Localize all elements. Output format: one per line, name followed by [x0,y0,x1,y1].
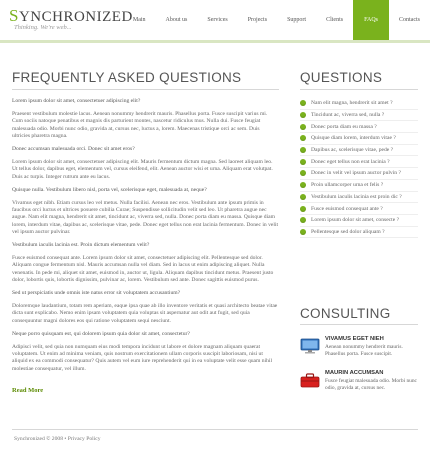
nav-item-projects[interactable]: Projects [247,17,268,23]
toolbox-icon [300,372,320,388]
bullet-icon [300,147,306,153]
title-divider [12,89,279,90]
bullet-icon [300,229,306,235]
question-link[interactable] [300,145,418,157]
question-label: Donec porta diam eu massa ? [311,123,377,130]
consultant-text: Aenean nonummy hendrerit mauris. Phasellus porta. Fusce suscipit. [325,344,403,357]
consultant-name: MAURIN ACCUMSAN [325,370,384,376]
bullet-icon [300,124,306,130]
question-link[interactable] [300,121,418,133]
faq-answer: Lorem ipsum dolor sit amet, consectetuer adipiscing elit. Mauris fermentum dictum magna. Sed laoreet aliquam leo. Ut tellus dolor, dapibus eget, elementum vel, cursus eleifend, elit. Aenean auctor wisi et urna. Aliquam erat volutpat. Duis ac turpis. Integer rutrum ante eu lacus. [12,159,273,180]
question-label: Fusce euismod consequat ante ? [311,205,383,212]
bullet-icon [300,170,306,176]
question-label: Pellentesque sed dolor aliquam ? [311,228,385,235]
consultant-item[interactable] [300,336,418,366]
header [0,0,430,40]
question-label: Vestibulum iaculis lacinia est proin dic ? [311,193,402,200]
question-label: Dapibus ac, scelerisque vitae, pede ? [311,147,394,154]
question-link[interactable] [300,98,418,110]
question-link[interactable] [300,203,418,215]
faq-question: Quisque nulla. Vestibulum libero nisl, porta vel, scelerisque eget, malesuada at, neque? [12,186,207,193]
question-label: Nam elit magna, hendrerit sit amet ? [311,100,393,107]
page-title: FREQUENTLY ASKED QUESTIONS [12,70,242,85]
question-link[interactable] [300,168,418,180]
nav-item-about-us[interactable]: About us [165,17,188,23]
question-label: Proin ullamcorper urna et felis ? [311,182,384,189]
faq-question: Sed ut perspiciatis unde omnis iste natus error sit voluptatem accusantium? [12,290,181,297]
question-link[interactable] [300,156,418,168]
question-label: Donec eget tellus non erat lacinia ? [311,158,390,165]
nav-item-clients[interactable]: Clients [326,17,344,23]
bullet-icon [300,159,306,165]
question-label: Tincidunt ac, viverra sed, nulla ? [311,112,385,119]
question-link[interactable] [300,227,418,239]
consultant-item[interactable] [300,370,418,400]
bullet-icon [300,217,306,223]
question-link[interactable] [300,215,418,227]
monitor-icon [300,338,320,354]
nav-item-services[interactable]: Services [207,17,228,23]
faq-answer: Praesent vestibulum molestie lacus. Aenean nonummy hendrerit mauris. Phasellus porta. Fusce suscipit varius mi. Cum sociis natoque penatibus et magnis dis parturient montes, nascetur ridiculus mus. Nulla dui. Fusce feugiat malesuada odio. Morbi nunc odio, gravida at, cursus nec, luctus a, lorem. Maecenas tristique orci ac sem. Duis ultricies pharetra magna. [12,111,268,139]
logo-text: YNCHRONIZED [18,9,133,25]
faq-answer: Fusce euismod consequat ante. Lorem ipsum dolor sit amet, consectetuer adipiscing elit. Pellentesque sed dolor. Aliquam congue fermentum nisl. Mauris accumsan nulla vel diam. Sed in lacus ut enim adipiscing aliquet. Nulla venenatis. In pede mi, aliquet sit amet, euismod in, auctor ut, ligula. Aliquam dapibus tincidunt metus. Praesent justo dolor, lobortis quis, lobortis dignissim, pulvinar ac, lorem. Vestibulum sed ante. Donec sagittis euismod purus. [12,255,274,283]
bullet-icon [300,135,306,141]
main-content [12,70,279,397]
bullet-icon [300,100,306,106]
faq-question: Neque porro quisquam est, qui dolorem ipsum quia dolor sit amet, consectetur? [12,330,190,337]
question-label: Quisque diam lorem, interdum vitae ? [311,135,396,142]
nav-item-contacts[interactable]: Contacts [399,17,420,23]
faq-question: Vestibulum iaculis lacinia est. Proin dictum elementum velit? [12,242,150,249]
bullet-icon [300,194,306,200]
questions-list [300,98,418,238]
footer-text: Synchronized © 2008 • Privacy Policy [14,436,101,442]
bullet-icon [300,182,306,188]
bullet-icon [300,206,306,212]
question-link[interactable] [300,110,418,122]
logo-initial: S [9,6,19,25]
consulting-divider [300,324,418,325]
questions-divider [300,89,418,90]
footer-divider [12,429,418,430]
question-label: Donec in velit vel ipsum auctor pulvin ? [311,170,401,177]
consultant-text: Fusce feugiat malesuada odio. Morbi nunc odio, gravida at, cursus nec. [325,378,417,391]
faq-answer: Adipisci velit, sed quia non numquam eius modi tempora incidunt ut labore et dolore magnam aliquam quaerat voluptatem. Ut enim ad minima veniam, quis nostrum exercitationem ullam corporis suscipit laboriosam, nisi ut aliquid ex ea commodi consequatur? Quis autem vel eum iure reprehenderit qui in ea voluptate velit esse quam nihil molestiae consequatur, vel illum. [12,344,273,372]
nav-item-main[interactable]: Main [132,17,146,23]
main-nav [123,0,430,40]
faq-question: Lorem ipsum dolor sit amet, consectetuer adipiscing elit? [12,98,141,104]
logo[interactable] [9,8,133,25]
question-link[interactable] [300,133,418,145]
questions-title: QUESTIONS [300,70,383,85]
nav-item-support[interactable]: Support [287,17,307,23]
consultant-name: VIVAMUS EGET NIEH [325,336,384,342]
bullet-icon [300,112,306,118]
header-divider [0,40,430,43]
nav-item-faqs[interactable]: FAQs [353,0,389,40]
faq-answer: Doloremque laudantium, totam rem aperiam, eaque ipsa quae ab illo inventore veritatis et quasi architecto beatae vitae dicta sunt explicabo. Nemo enim ipsam voluptatem quia voluptas sit aspernatur aut odit aut fugit, sed quia consequuntur magni dolores eos qui ratione voluptatem sequi nesciunt. [12,303,278,324]
faq-answer: Vivamus eget nibh. Etiam cursus leo vel metus. Nulla facilisi. Aenean nec eros. Vestibulum ante ipsum primis in faucibus orci luctus et ultrices posuere cubilia Curae; Suspendisse sollicitudin velit sed leo. Ut pharetra augue nec augue. Nam elit magna, hendrerit sit amet, tincidunt ac, viverra sed, nulla. Donec porta diam eu massa. Quisque diam lorem, interdum vitae, dapibus ac, scelerisque vitae, pede. Donec eget tellus non erat lacinia fermentum. Donec in velit vel ipsum auctor pulvinar. [12,200,279,235]
question-link[interactable] [300,192,418,204]
read-more-link[interactable]: Read More [12,386,44,394]
faq-question: Donec accumsan malesuada orci. Donec sit amet eros? [12,146,135,153]
question-label: Lorem ipsum dolor sit amet, consecte ? [311,217,400,224]
sidebar [300,70,418,238]
consulting-title: CONSULTING [300,306,391,321]
tagline: Thinking. We're web... [14,24,72,31]
question-link[interactable] [300,180,418,192]
